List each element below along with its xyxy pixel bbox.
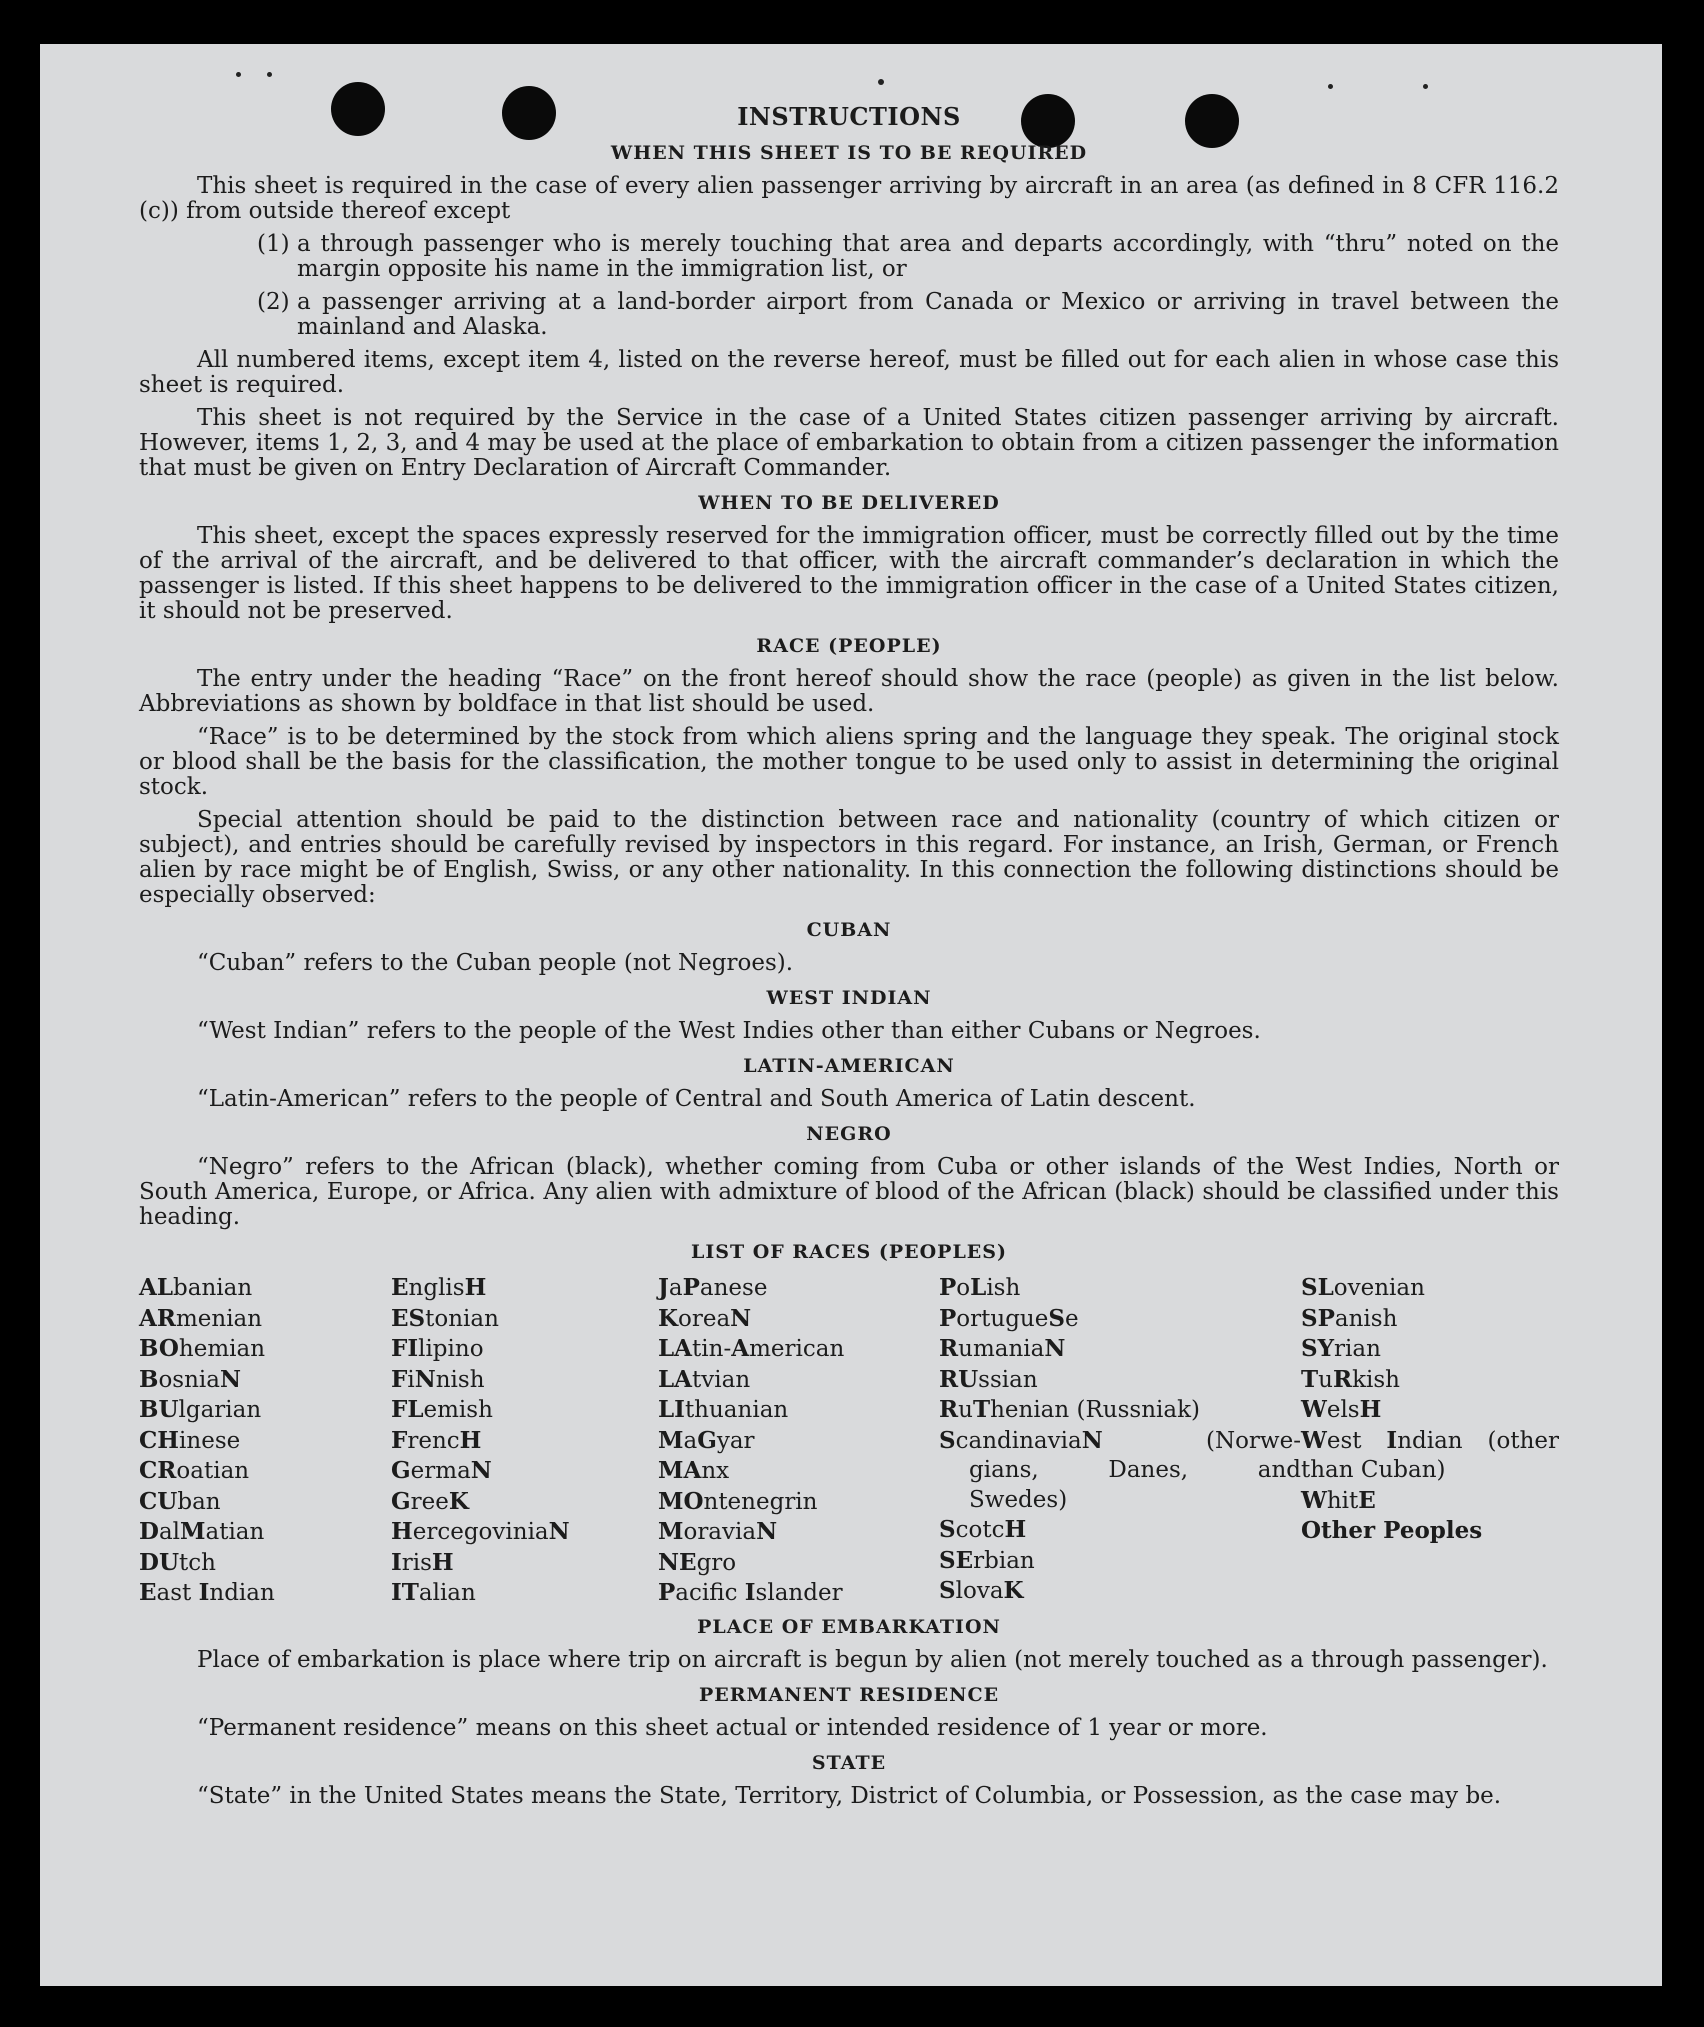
paragraph: This sheet is required in the case of every alien passenger arriving by aircraft in an area (as defined in 8 CFR 116.2 (c)) from outside thereof except xyxy=(139,173,1559,224)
race-entry: NEgro xyxy=(658,1548,737,1576)
paragraph: Special attention should be paid to the distinction between race and nationality (country of which citizen or subject), and entries should be carefully revised by inspectors in this regard. For instance, an Irish, German, or French alien by race might be of English, Swiss, or any other nationality. In this connection the following distinctions should be especially observed: xyxy=(139,807,1559,908)
race-entry: ALbanian xyxy=(139,1274,253,1301)
heading-latin-american: LATIN-AMERICAN xyxy=(743,1055,955,1077)
definition-latin-american: “Latin-American” refers to the people of Central and South America of Latin descent. xyxy=(197,1086,1196,1112)
speck xyxy=(1328,84,1333,89)
race-entry: West Indian (other xyxy=(1301,1426,1559,1454)
race-entry: ScotcH xyxy=(939,1516,1027,1543)
race-entry: SYrian xyxy=(1301,1335,1381,1362)
race-entry: HercegoviniaN xyxy=(391,1518,570,1545)
race-entry: LAtvian xyxy=(658,1365,751,1393)
heading-negro: NEGRO xyxy=(806,1123,892,1145)
race-entry: SErbian xyxy=(939,1546,1035,1574)
heading-west-indian: WEST INDIAN xyxy=(766,987,932,1009)
definition-state: “State” in the United States means the State, Territory, District of Columbia, or Possession, as the case may be. xyxy=(197,1782,1502,1809)
paragraph: All numbered items, except item 4, listed on the reverse hereof, must be filled out for each alien in whose case this sheet is required. xyxy=(139,347,1559,398)
race-entry-continuation: Swedes) xyxy=(969,1486,1068,1513)
heading-required: WHEN THIS SHEET IS TO BE REQUIRED xyxy=(610,142,1088,164)
race-column-2 xyxy=(391,1273,658,1609)
race-entry: BUlgarian xyxy=(139,1396,262,1423)
race-entry: CUban xyxy=(139,1487,221,1515)
definition-residence: “Permanent residence” means on this sheet actual or intended residence of 1 year or more. xyxy=(197,1714,1268,1741)
race-entry: KoreaN xyxy=(658,1304,752,1332)
race-entry: WhitE xyxy=(1301,1486,1376,1514)
heading-cuban: CUBAN xyxy=(806,919,892,941)
race-entry: GreeK xyxy=(391,1487,469,1515)
race-entry: TuRkish xyxy=(1301,1365,1400,1393)
race-entry: DalMatian xyxy=(139,1518,265,1545)
page-title: INSTRUCTIONS xyxy=(737,102,961,131)
race-entry: FiNnish xyxy=(391,1365,485,1393)
speck xyxy=(236,72,241,77)
race-entry: IrisH xyxy=(391,1548,454,1576)
paragraph: “Race” is to be determined by the stock from which aliens spring and the language they speak. The original stock or blood shall be the basis for the classification, the mother tongue to be used only to assist in determining the original stock. xyxy=(139,724,1559,800)
race-entry: MaGyar xyxy=(658,1426,755,1454)
race-entry: Pacific Islander xyxy=(658,1579,843,1606)
race-entry-continuation: gians, Danes, and xyxy=(969,1457,1301,1483)
race-entry: LIthuanian xyxy=(658,1396,789,1423)
heading-residence: PERMANENT RESIDENCE xyxy=(698,1683,1000,1706)
race-entry: SPanish xyxy=(1301,1304,1398,1332)
race-entry: MoraviaN xyxy=(658,1518,778,1545)
race-list xyxy=(139,1273,1559,1609)
race-entry: DUtch xyxy=(139,1548,216,1576)
race-column-3 xyxy=(658,1273,939,1609)
instructions-content xyxy=(139,104,1559,1817)
race-entry: MOntenegrin xyxy=(658,1487,818,1515)
race-column-5 xyxy=(1301,1273,1559,1609)
race-entry: EStonian xyxy=(391,1304,499,1332)
heading-embarkation: PLACE OF EMBARKATION xyxy=(697,1615,1001,1638)
race-entry: Other Peoples xyxy=(1301,1517,1483,1544)
race-entry: East Indian xyxy=(139,1579,275,1606)
race-entry: ARmenian xyxy=(139,1304,263,1332)
race-column-4 xyxy=(939,1273,1301,1609)
item-text: a through passenger who is merely touching that area and departs accordingly, with “thru” noted on the margin opposite his name in the immigration list, or xyxy=(297,231,1559,282)
heading-state: STATE xyxy=(811,1751,887,1774)
race-entry-continuation: than Cuban) xyxy=(1301,1457,1446,1483)
race-entry: FLemish xyxy=(391,1396,493,1423)
definition-cuban: “Cuban” refers to the Cuban people (not Negroes). xyxy=(197,950,794,976)
race-entry: SLovenian xyxy=(1301,1274,1425,1301)
race-entry: WelsH xyxy=(1301,1396,1382,1423)
race-entry: JaPanese xyxy=(658,1274,768,1301)
speck xyxy=(878,79,884,85)
race-entry: RumaniaN xyxy=(939,1335,1066,1362)
heading-delivered: WHEN TO BE DELIVERED xyxy=(698,492,1000,514)
race-entry: GermaN xyxy=(391,1457,492,1484)
race-entry: BOhemian xyxy=(139,1335,266,1362)
definition-negro: “Negro” refers to the African (black), whether coming from Cuba or other islands of the West Indies, North or South America, Europe, or Africa. Any alien with admixture of blood of the African (black) should be classified under this heading. xyxy=(139,1154,1559,1230)
item-text: a passenger arriving at a land-border airport from Canada or Mexico or arriving in travel between the mainland and Alaska. xyxy=(297,289,1559,340)
definition-embarkation: Place of embarkation is place where trip on aircraft is begun by alien (not merely touched as a through passenger). xyxy=(197,1646,1548,1673)
race-entry: CHinese xyxy=(139,1426,241,1454)
heading-list-of-races: LIST OF RACES (PEOPLES) xyxy=(691,1241,1007,1263)
numbered-item xyxy=(139,290,1559,340)
race-entry: PortugueSe xyxy=(939,1304,1079,1332)
race-entry: FrencH xyxy=(391,1426,482,1454)
race-entry: PoLish xyxy=(939,1274,1021,1301)
race-entry: ScandinaviaN (Norwe- xyxy=(939,1426,1301,1454)
speck xyxy=(1423,84,1428,89)
item-number: (1) xyxy=(257,231,290,257)
paragraph: The entry under the heading “Race” on the front hereof should show the race (people) as given in the list below. Abbreviations as shown by boldface in that list should be used. xyxy=(139,666,1559,717)
paragraph: This sheet is not required by the Service in the case of a United States citizen passenger arriving by aircraft. However, items 1, 2, 3, and 4 may be used at the place of embarkation to obtain from a citizen passenger the information that must be given on Entry Declaration of Aircraft Commander. xyxy=(139,405,1559,481)
race-entry: MAnx xyxy=(658,1457,730,1484)
race-entry: EnglisH xyxy=(391,1274,487,1301)
race-entry: RUssian xyxy=(939,1365,1038,1393)
race-entry: CRoatian xyxy=(139,1457,250,1484)
paragraph: This sheet, except the spaces expressly reserved for the immigration officer, must be correctly filled out by the time of the arrival of the aircraft, and be delivered to that officer, with the aircraft commander’s declaration in which the passenger is listed. If this sheet happens to be delivered to the immigration officer in the case of a United States citizen, it should not be preserved. xyxy=(139,523,1559,624)
race-entry: FIlipino xyxy=(391,1335,484,1362)
race-column-1 xyxy=(139,1273,391,1609)
document-page xyxy=(40,44,1662,1986)
race-entry: SlovaK xyxy=(939,1577,1024,1604)
item-number: (2) xyxy=(257,289,290,315)
race-entry: BosniaN xyxy=(139,1365,242,1393)
numbered-item xyxy=(139,232,1559,282)
race-entry: LAtin-American xyxy=(658,1335,845,1362)
speck xyxy=(267,72,272,77)
heading-race: RACE (PEOPLE) xyxy=(756,635,942,657)
definition-west-indian: “West Indian” refers to the people of the West Indies other than either Cubans or Negroes. xyxy=(197,1018,1261,1044)
race-entry: RuThenian (Russniak) xyxy=(939,1396,1201,1423)
race-entry: ITalian xyxy=(391,1579,476,1606)
